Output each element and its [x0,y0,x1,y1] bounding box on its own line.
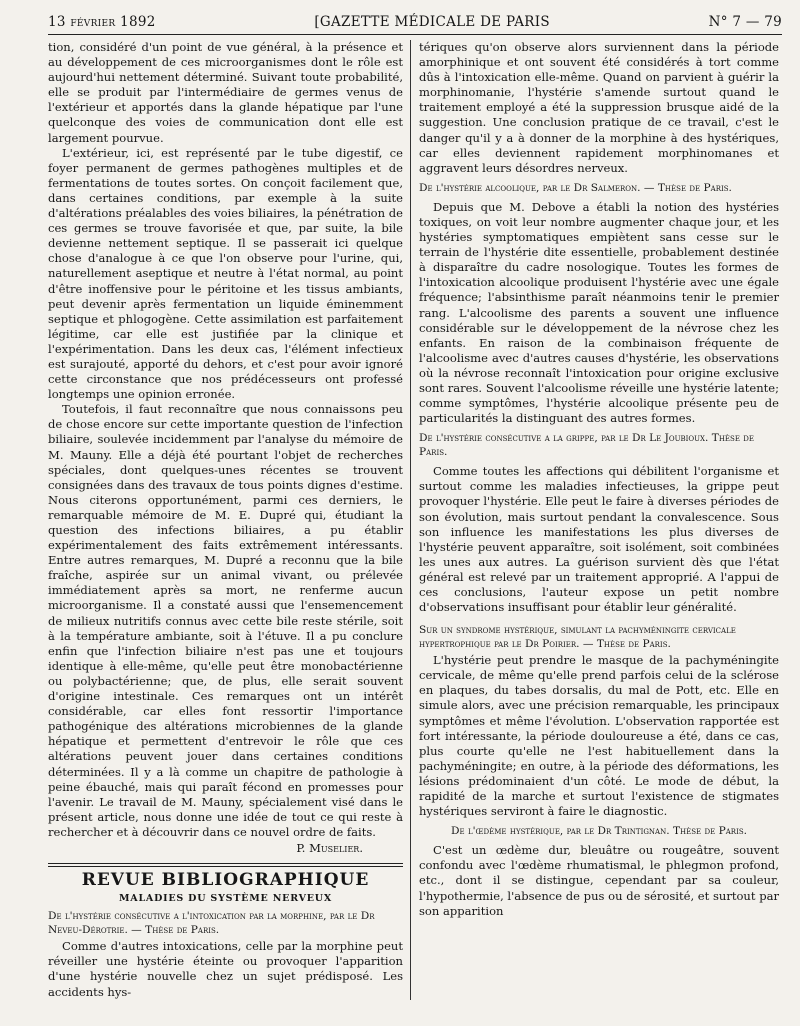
issue-number: N° 7 — 79 [708,14,782,30]
columns [48,40,782,1000]
review-heading: De l'hystérie alcoolique, par le Dr Salmeron. — Thèse de Paris. [419,181,732,194]
review-heading: De l'hystérie consécutive a la grippe, par le Dr Le Joubioux. Thèse de Paris. [419,432,755,459]
paragraph: L'hystérie peut prendre le masque de la pachyméningite cervicale, de même qu'elle prend parfois celui de la sclérose en plaques, du tabes dorsalis, du mal de Pott, etc. Elle en simule alors, avec une précision remarquable, les principaux symptômes et même l'évolution. L'observation rapportée est fort intéressante, la période douloureuse a été, dans ce cas, plus courte qu'elle ne l'est habituellement dans la pachyméningite; en outre, à la période des déformations, les lésions prédominaient d'un côté. Le mode de début, la rapidité de la marche et surtout l'existence de stigmates hystériques serviront à faire le diagnostic. [419,653,779,819]
left-column [48,40,411,1000]
paragraph: Comme d'autres intoxications, celle par la morphine peut réveiller une hystérie éteinte ou provoquer l'apparition d'une hystérie nouvelle chez un sujet prédisposé. Les accidents hys- [48,939,403,999]
section-divider [48,863,403,867]
issue-date: 13 février 1892 [48,14,156,30]
running-head [48,14,782,35]
paragraph: Toutefois, il faut reconnaître que nous connaissons peu de chose encore sur cette importante question de l'infection biliaire, soulevée incidemment par l'analyse du mémoire de M. Mauny. Elle a déjà été pourtant l'objet de recherches spéciales, dont quelques-unes récentes se trouvent consignées dans des travaux de tous points dignes d'estime. Nous citerons opportunément, parmi ces derniers, le remarquable mémoire de M. E. Dupré qui, étudiant la question des infections biliaires, a pu établir expérimentalement des faits extrêmement intéressants. Entre autres remarques, M. Dupré a reconnu que la bile fraîche, aspirée sur un animal vivant, ou prélevée immédiatement après sa mort, ne renferme aucun microorganisme. Il a constaté aussi que l'ensemencement de milieux nutritifs connus avec cette bile reste stérile, soit à la température ambiante, soit à l'étuve. Il a pu conclure enfin que l'infection biliaire n'est pas une et toujours identique à elle-même, qu'elle peut être monobactérienne ou polybactérienne; que, de plus, elle serait souvent d'origine intestinale. Ces remarques ont un intérêt considérable, car elles font ressortir l'importance pathogénique des altérations microbiennes de la glande hépatique et permettent d'entrevoir le rôle que ces altérations peuvent jouer dans certaines conditions déterminées. Il y a là comme un chapitre de pathologie à peine ébauché, mais qui paraît fécond en promesses pour l'avenir. Le travail de M. Mauny, spécialement visé dans le présent article, nous donne une idée de tout ce qui reste à rechercher et à découvrir dans ce nouvel ordre de faits. [48,402,403,839]
right-column [411,40,779,1000]
review-heading: Sur un syndrome hystérique, simulant la pachyméningite cervicale hypertrophique par le Dr Poirier. — Thèse de Paris. [419,624,736,651]
author-signature: P. Muselier. [296,840,363,855]
paragraph: C'est un œdème dur, bleuâtre ou rougeâtre, souvent confondu avec l'œdème rhumatismal, le phlegmon profond, etc., dont il se distingue, cependant par sa couleur, l'hypothermie, l'absence de pus ou de sérosité, et surtout par son apparition [419,843,779,918]
paragraph: Comme toutes les affections qui débilitent l'organisme et surtout comme les maladies infectieuses, la grippe peut provoquer l'hystérie. Elle peut le faire à diverses périodes de son évolution, mais surtout pendant la convalescence. Sous son influence les manifestations les plus diverses de l'hystérie peuvent apparaître, soit isolément, soit combinées les unes aux autres. La guérison survient dès que l'état général est relevé par un traitement approprié. A l'appui de ces conclusions, l'auteur expose un petit nombre d'observations insuffisant pour établir leur généralité. [419,464,779,615]
section-subtitle: MALADIES DU SYSTÈME NERVEUX [118,893,333,905]
review-heading: De l'hystérie consécutive a l'intoxication par la morphine, par le Dr Neveu-Dérotrie. — Thèse de Paris. [48,910,375,937]
section-title: REVUE BIBLIOGRAPHIQUE [81,870,370,891]
paragraph: tion, considéré d'un point de vue général, à la présence et au développement de ces microorganismes dont le rôle est aujourd'hui nettement déterminé. Suivant toute probabilité, elle se produit par l'intermédiaire de germes venus de l'extérieur et apportés dans la glande hépatique par l'une quelconque des voies de communication dont elle est largement pourvue. [48,40,403,145]
review-heading: De l'œdème hystérique, par le Dr Trintignan. Thèse de Paris. [450,825,747,838]
paragraph: tériques qu'on observe alors surviennent dans la période amorphinique et ont souvent été considérés à tort comme dûs à l'intoxication elle-même. Quand on parvient à guérir la morphinomanie, l'hystérie s'amende surtout quand le traitement employé a été la suppression brusque aidé de la suggestion. Une conclusion pratique de ce travail, c'est le danger qu'il y a à donner de la morphine à des hystériques, car elles deviennent rapidement morphinomanes et aggravent leurs désordres nerveux. [419,40,779,175]
paragraph: L'extérieur, ici, est représenté par le tube digestif, ce foyer permanent de germes pathogènes multiples et de fermentations de toutes sortes. On conçoit facilement que, dans certaines conditions, par exemple à la suite d'altérations préalables des voies biliaires, la pénétration de ces germes se trouve favorisée et que, par suite, la bile devienne nettement septique. Il se passerait ici quelque chose d'analogue à ce que l'on observe pour l'urine, qui, naturellement aseptique et neutre à l'état normal, au point d'être inoffensive pour le péritoine et les tissus ambiants, peut devenir après fermentation un liquide éminemment septique et phlogogène. Cette assimilation est parfaitement légitime, car elle est justifiée par la clinique et l'expérimentation. Dans les deux cas, l'élément infectieux est surajouté, apporté du dehors, et c'est pour avoir ignoré cette circonstance que nos prédécesseurs ont professé longtemps une opinion erronée. [48,145,403,402]
journal-title: [GAZETTE MÉDICALE DE PARIS [314,14,550,30]
paragraph: Depuis que M. Debove a établi la notion des hystéries toxiques, on voit leur nombre augmenter chaque jour, et les hystéries symptomatiques empiètent sans cesse sur le terrain de l'hystérie dite essentielle, probablement destinée à disparaître du cadre nosologique. Toutes les formes de l'intoxication alcoolique produisent l'hystérie avec une égale fréquence; l'absinthisme paraît néanmoins tenir le premier rang. L'alcoolisme des parents a souvent une influence considérable sur le développement de la névrose chez les enfants. En raison de la combinaison fréquente de l'alcoolisme avec d'autres causes d'hystérie, les observations où la névrose reconnaît l'intoxication pour origine exclusive sont rares. Souvent l'alcoolisme réveille une hystérie latente; comme symptômes, l'hystérie alcoolique présente peu de particularités la distinguant des autres formes. [419,199,779,426]
